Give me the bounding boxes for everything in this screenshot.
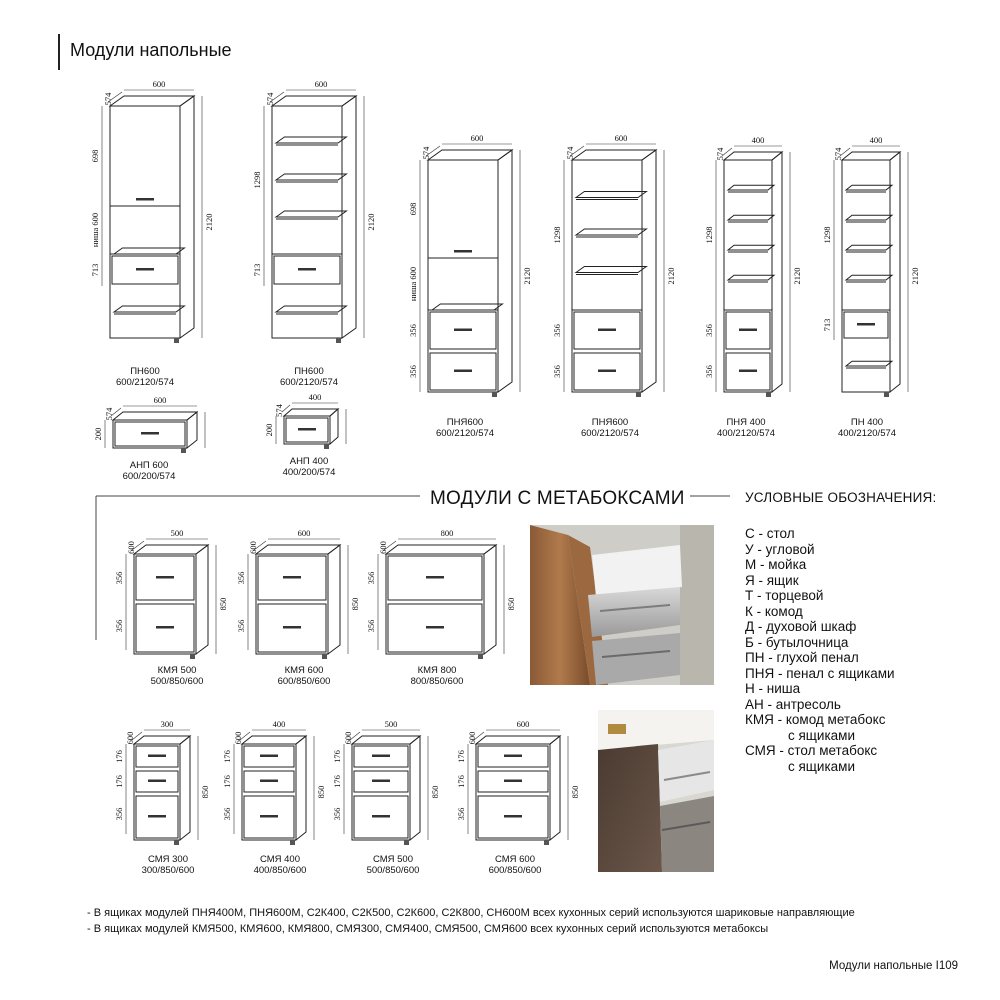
drawer-handle <box>739 329 757 332</box>
cabinet-drawing <box>264 392 346 449</box>
cabinet-side <box>180 96 194 338</box>
cabinet-side <box>330 409 338 444</box>
drawer-handle <box>141 432 159 435</box>
dimension-label: 600 <box>152 79 166 89</box>
module-caption <box>122 665 232 687</box>
legend-item: К - комод <box>745 603 803 619</box>
page-footer <box>829 960 958 972</box>
drawer-handle <box>156 626 174 629</box>
cabinet-leg <box>478 654 483 659</box>
drawer-handle <box>504 755 522 758</box>
tall-modules-drawings <box>90 79 920 397</box>
cabinet-leg <box>636 392 641 397</box>
drawer-handle <box>283 626 301 629</box>
cabinet-side <box>642 150 656 392</box>
module-caption <box>382 665 492 687</box>
dimension-label: 400 <box>869 135 883 145</box>
cabinet-drawing <box>90 79 214 343</box>
drawer-handle <box>298 428 316 431</box>
cabinet-leg <box>190 654 195 659</box>
drawer-handle <box>426 576 444 579</box>
dimension-label: 713 <box>90 263 100 277</box>
drawer-handle <box>739 370 757 373</box>
shelf <box>846 361 892 366</box>
module-caption <box>254 366 364 388</box>
shelf <box>576 229 646 235</box>
legend-list <box>745 526 895 774</box>
cabinet-leg <box>174 840 179 845</box>
cabinet-leg <box>322 654 327 659</box>
shelf <box>114 306 184 312</box>
cabinet-side <box>187 412 197 448</box>
cabinet-drawing <box>236 528 360 659</box>
cabinet-side <box>296 736 306 840</box>
dimension-label: 176 <box>114 775 124 788</box>
dimension-label: 300 <box>160 719 174 729</box>
legend-item: АН - антресоль <box>745 696 841 712</box>
dimension-label: 850 <box>200 785 210 799</box>
dimension-label: 600 <box>248 541 258 554</box>
cabinet-drawing <box>93 395 205 453</box>
dimension-label: 574 <box>833 147 843 161</box>
cabinet-leg <box>181 448 186 453</box>
module-name: АНП 600 <box>129 460 169 471</box>
module-dims: 500/850/600 <box>366 865 420 876</box>
cabinet-drawing <box>252 79 376 343</box>
module-dims: 600/2120/574 <box>435 428 495 439</box>
module-dims: 400/200/574 <box>282 467 336 478</box>
dimension-label: 200 <box>93 427 103 441</box>
module-name: ПН 400 <box>850 417 884 428</box>
cabinet-side <box>484 545 496 654</box>
dimension-label: 400 <box>272 719 286 729</box>
dimension-label: 600 <box>614 133 628 143</box>
cabinet-drawing <box>114 719 210 845</box>
dimension-label: 1298 <box>252 171 262 189</box>
kmya-drawings <box>114 528 516 659</box>
drawer-handle <box>857 323 875 326</box>
note-line: - В ящиках модулей ПНЯ400М, ПНЯ600М, С2К400, С2К500, С2К600, С2К800, СН600М всех кухонных серий используются шариковые направляющие <box>87 907 855 919</box>
dimension-label: 356 <box>456 807 466 821</box>
cabinet-leg <box>290 840 295 845</box>
module-name: КМЯ 800 <box>417 665 457 676</box>
shelf <box>576 267 646 273</box>
dimension-label: 356 <box>114 571 124 585</box>
shelf <box>846 185 892 190</box>
cabinet-side <box>342 96 356 338</box>
smya-drawings <box>114 719 580 845</box>
legend-item: с ящиками <box>788 758 855 774</box>
dimension-label: 500 <box>170 528 184 538</box>
dimension-label: 1298 <box>704 226 714 244</box>
cabinet-side <box>550 736 560 840</box>
cabinet-front <box>428 160 498 392</box>
module-name: СМЯ 300 <box>147 854 189 865</box>
dimension-label: 356 <box>236 571 246 585</box>
dimension-label: 356 <box>366 619 376 633</box>
cabinet-drawing <box>552 133 676 397</box>
drawer-handle <box>454 329 472 332</box>
dimension-label: 356 <box>114 619 124 633</box>
niche-shelf <box>432 304 502 310</box>
cabinet-front <box>272 106 342 338</box>
module-caption <box>812 417 922 439</box>
dimension-label: 1298 <box>552 226 562 244</box>
drawer-handle <box>372 815 390 818</box>
legend-item: Б - бутылочница <box>745 634 849 650</box>
cabinet-front <box>842 160 890 392</box>
cabinet-top <box>256 545 340 554</box>
dimension-label: ниша 600 <box>90 212 100 248</box>
dimension-label: 850 <box>350 597 360 611</box>
cabinet-top <box>113 412 197 420</box>
legend-item: с ящиками <box>788 727 855 743</box>
cabinet-side <box>772 152 782 392</box>
module-name: ПН600 <box>130 366 160 377</box>
drawer-handle <box>598 370 616 373</box>
drawer-handle <box>148 755 166 758</box>
module-dims: 600/2120/574 <box>115 377 175 388</box>
shelf <box>276 174 346 180</box>
dimension-label: 356 <box>408 365 418 378</box>
shelf <box>728 275 774 280</box>
dimension-label: 400 <box>308 392 322 402</box>
drawer-handle <box>260 755 278 758</box>
dimension-label: 713 <box>252 263 262 277</box>
shelf <box>576 192 646 198</box>
cabinet-drawing <box>822 135 920 397</box>
dimension-label: 600 <box>125 731 135 745</box>
metabox-section-title: МОДУЛИ С МЕТАБОКСАМИ <box>430 488 685 509</box>
metabox-photo-1 <box>530 525 714 685</box>
dimension-label: 600 <box>314 79 328 89</box>
cabinet-drawing <box>408 133 532 397</box>
drawer-handle <box>426 626 444 629</box>
dimension-label: 356 <box>236 619 246 633</box>
dimension-label: 356 <box>114 807 124 821</box>
dimension-label: 2120 <box>522 267 532 285</box>
dimension-label: 2120 <box>666 267 676 285</box>
cabinet-top <box>476 736 560 744</box>
dimension-label: 500 <box>384 719 398 729</box>
cabinet-leg <box>766 392 771 397</box>
module-dims: 400/2120/574 <box>716 428 776 439</box>
drawer-handle <box>148 815 166 818</box>
dimension-label: 800 <box>440 528 454 538</box>
cabinet-drawing <box>456 719 580 845</box>
cabinet-side <box>498 150 512 392</box>
legend-item: КМЯ - комод метабокс <box>745 712 886 727</box>
dimension-label: 176 <box>332 775 342 788</box>
drawer-handle <box>260 780 278 783</box>
cabinet-front <box>572 160 642 392</box>
module-name: ПНЯ 400 <box>726 417 766 428</box>
dimension-label: 850 <box>218 597 228 611</box>
module-name: ПНЯ600 <box>446 417 484 428</box>
module-caption <box>113 854 223 876</box>
cabinet-side <box>180 736 190 840</box>
legend-item: Т - торцевой <box>745 588 824 603</box>
drawer-handle <box>504 780 522 783</box>
module-name: ПНЯ600 <box>591 417 629 428</box>
dimension-label: 356 <box>704 365 714 378</box>
legend-item: Н - ниша <box>745 681 801 696</box>
cabinet-drawing <box>704 135 802 397</box>
module-name: СМЯ 500 <box>372 854 414 865</box>
shelf <box>846 275 892 280</box>
dimension-label: 2120 <box>204 213 214 231</box>
dimension-label: 176 <box>222 775 232 788</box>
dimension-label: 176 <box>114 750 124 763</box>
dimension-label: 600 <box>233 731 243 745</box>
cabinet-side <box>196 545 208 654</box>
dimension-label: 600 <box>470 133 484 143</box>
dimension-label: 2120 <box>792 267 802 285</box>
cabinet-front <box>724 160 772 392</box>
dimension-label: 574 <box>274 404 284 417</box>
dimension-label: 698 <box>90 149 100 163</box>
shelf <box>276 137 346 143</box>
module-name: КМЯ 600 <box>284 665 324 676</box>
dimension-label: 600 <box>343 731 353 745</box>
shelf <box>846 245 892 250</box>
cabinet-drawing <box>114 528 228 659</box>
module-caption <box>460 854 570 876</box>
dimension-label: 356 <box>552 324 562 337</box>
shelf <box>728 245 774 250</box>
cabinet-side <box>410 736 420 840</box>
cabinet-top <box>352 736 420 744</box>
dimension-label: 356 <box>552 365 562 378</box>
dimension-label: 600 <box>126 541 136 554</box>
module-caption <box>555 417 665 439</box>
cabinet-top <box>134 545 208 554</box>
cabinet-top <box>284 409 338 416</box>
shelf <box>728 185 774 190</box>
page-number: 109 <box>938 960 958 972</box>
legend-item: ПНЯ - пенал с ящиками <box>745 665 895 681</box>
drawer-handle <box>260 815 278 818</box>
dimension-label: 176 <box>222 750 232 763</box>
dimension-label: 176 <box>456 775 466 788</box>
module-dims: 600/2120/574 <box>279 377 339 388</box>
legend-item: М - мойка <box>745 557 807 572</box>
shelf <box>276 211 346 217</box>
dimension-label: 600 <box>516 719 530 729</box>
module-caption <box>90 366 200 388</box>
antresol-drawings <box>93 392 346 453</box>
dimension-label: 356 <box>704 324 714 337</box>
legend-item: СМЯ - стол метабокс <box>745 743 878 758</box>
legend-item: ПН - глухой пенал <box>745 650 859 665</box>
cabinet-side <box>890 152 900 392</box>
drawer-handle <box>454 370 472 373</box>
dimension-label: ниша 600 <box>408 266 418 302</box>
cabinet-top <box>242 736 306 744</box>
dimension-label: 200 <box>264 423 274 437</box>
cabinet-drawing <box>332 719 440 845</box>
cabinet-leg <box>324 444 329 449</box>
module-caption <box>225 854 335 876</box>
module-caption <box>338 854 448 876</box>
cabinet-leg <box>336 338 341 343</box>
drawer-handle <box>372 780 390 783</box>
legend-item: У - угловой <box>745 541 815 557</box>
dimension-label: 850 <box>430 785 440 799</box>
module-dims: 600/850/600 <box>488 865 542 876</box>
cabinet-side <box>328 545 340 654</box>
cabinet-leg <box>492 392 497 397</box>
module-dims: 600/850/600 <box>277 676 331 687</box>
dimension-label: 176 <box>456 750 466 763</box>
dimension-label: 574 <box>265 92 275 106</box>
module-caption <box>691 417 801 439</box>
legend-item: Я - ящик <box>745 572 799 588</box>
dimension-label: 850 <box>316 785 326 799</box>
dimension-label: 2120 <box>910 267 920 285</box>
module-caption <box>254 456 364 478</box>
legend-item: С - стол <box>745 526 795 541</box>
dimension-label: 600 <box>378 541 388 554</box>
module-name: СМЯ 400 <box>259 854 301 865</box>
note-line: - В ящиках модулей КМЯ500, КМЯ600, КМЯ800, СМЯ300, СМЯ400, СМЯ500, СМЯ600 всех кухонных серий используются метабоксы <box>87 923 769 935</box>
metabox-photo-2 <box>598 710 714 872</box>
door-handle <box>454 250 472 253</box>
cabinet-top <box>386 545 496 554</box>
module-name: АНП 400 <box>289 456 329 467</box>
module-caption <box>94 460 204 482</box>
dimension-label: 356 <box>222 807 232 821</box>
legend-item: Д - духовой шкаф <box>745 619 857 634</box>
dimension-label: 574 <box>565 146 575 160</box>
cabinet-drawing <box>366 528 516 659</box>
shelf <box>846 215 892 220</box>
drawer-handle <box>372 755 390 758</box>
module-caption <box>410 417 520 439</box>
dimension-label: 356 <box>366 571 376 585</box>
dimension-label: 400 <box>751 135 765 145</box>
cabinet-front <box>110 106 180 338</box>
module-dims: 400/2120/574 <box>837 428 897 439</box>
dimension-label: 713 <box>822 318 832 332</box>
module-dims: 300/850/600 <box>141 865 195 876</box>
dimension-label: 574 <box>715 147 725 161</box>
dimension-label: 574 <box>104 407 114 421</box>
module-name: ПН600 <box>294 366 324 377</box>
legend-title: УСЛОВНЫЕ ОБОЗНАЧЕНИЯ: <box>745 490 937 505</box>
drawer-handle <box>148 780 166 783</box>
module-dims: 400/850/600 <box>253 865 307 876</box>
module-dims: 600/2120/574 <box>580 428 640 439</box>
footer-separator: I <box>935 960 939 972</box>
niche-shelf <box>114 248 184 254</box>
dimension-label: 850 <box>506 597 516 611</box>
cabinet-leg <box>544 840 549 845</box>
door-handle <box>136 198 154 201</box>
module-dims: 500/850/600 <box>150 676 204 687</box>
drawer-handle <box>298 268 316 271</box>
cabinet-leg <box>174 338 179 343</box>
dimension-label: 356 <box>332 807 342 821</box>
module-caption <box>249 665 359 687</box>
cabinet-leg <box>404 840 409 845</box>
dimension-label: 850 <box>570 785 580 799</box>
dimension-label: 600 <box>467 731 477 745</box>
dimension-label: 574 <box>421 146 431 160</box>
drawer-handle <box>283 576 301 579</box>
drawer-handle <box>136 268 154 271</box>
cabinet-leg <box>884 392 889 397</box>
module-dims: 600/200/574 <box>122 471 176 482</box>
drawer-handle <box>156 576 174 579</box>
cabinet-drawing <box>222 719 326 845</box>
drawer-handle <box>598 329 616 332</box>
footer-section: Модули напольные <box>829 960 933 972</box>
dimension-label: 2120 <box>366 213 376 231</box>
dimension-label: 176 <box>332 750 342 763</box>
module-name: КМЯ 500 <box>157 665 197 676</box>
drawer-handle <box>504 815 522 818</box>
dimension-label: 698 <box>408 202 418 216</box>
dimension-label: 1298 <box>822 226 832 244</box>
module-dims: 800/850/600 <box>410 676 464 687</box>
shelf <box>728 215 774 220</box>
dimension-label: 574 <box>103 92 113 106</box>
page-title: Модули напольные <box>70 40 232 60</box>
shelf <box>276 306 346 312</box>
dimension-label: 600 <box>297 528 311 538</box>
dimension-label: 600 <box>153 395 167 405</box>
module-name: СМЯ 600 <box>494 854 536 865</box>
dimension-label: 356 <box>408 324 418 337</box>
